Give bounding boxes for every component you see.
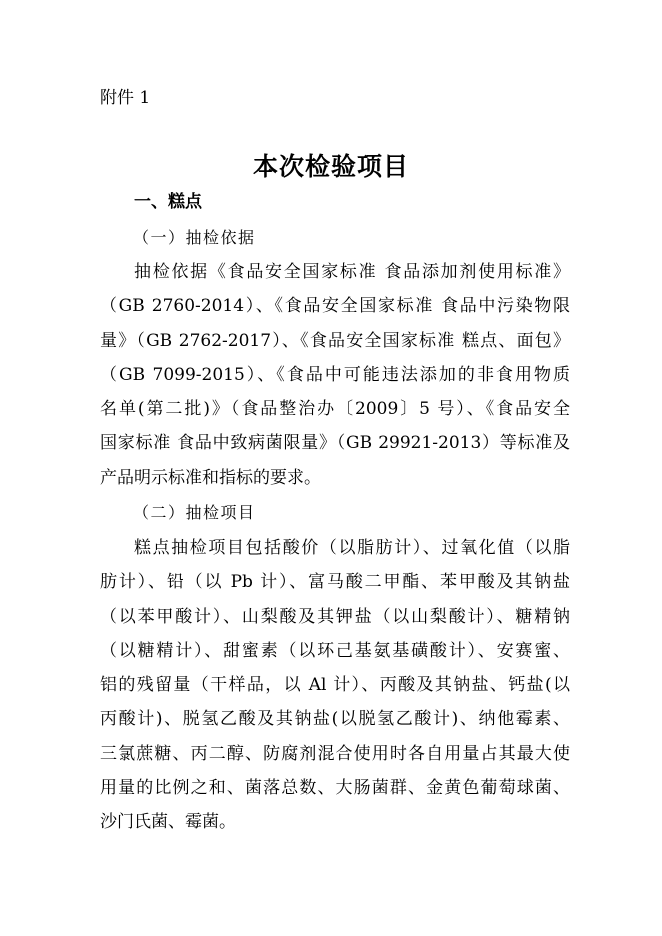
page-title: 本次检验项目 [252,152,409,181]
subsection-heading-basis: （一）抽检依据 [133,228,256,247]
paragraph-line: 铝的残留量（干样品，以 Al 计）、丙酸及其钠盐、钙盐(以 [100,675,570,696]
paragraph-line: 量》（GB 2762-2017）、《食品安全国家标准 糕点、面包》 [100,330,570,351]
subsection-heading-items: （二）抽检项目 [133,503,256,522]
paragraph-line: 用量的比例之和、菌落总数、大肠菌群、金黄色葡萄球菌、 [100,778,570,799]
paragraph-line: 国家标准 食品中致病菌限量》（GB 29921-2013）等标准及 [100,433,570,454]
paragraph-line: 抽检依据《食品安全国家标准 食品添加剂使用标准》 [134,262,570,282]
paragraph-items [100,531,570,840]
paragraph-line: 名单(第二批)》（食品整治办〔2009〕5 号）、《食品安全 [100,399,570,420]
paragraph-line: （GB 7099-2015）、《食品中可能违法添加的非食用物质 [100,364,570,385]
paragraph-line: 三氯蔗糖、丙二醇、防腐剂混合使用时各自用量占其最大使 [100,743,570,764]
section-heading-pastry: 一、糕点 [134,192,202,212]
paragraph-line: （GB 2760-2014）、《食品安全国家标准 食品中污染物限 [100,296,570,317]
paragraph-basis [100,255,570,495]
paragraph-line: （以糖精计）、甜蜜素（以环己基氨基磺酸计）、安赛蜜、 [100,640,570,661]
paragraph-line: 沙门氏菌、霉菌。 [100,812,236,833]
paragraph-line: 糕点抽检项目包括酸价（以脂肪计）、过氧化值（以脂 [134,538,570,558]
paragraph-line: 丙酸计)、脱氢乙酸及其钠盐(以脱氢乙酸计)、纳他霉素、 [100,709,570,730]
paragraph-line: 肪计）、铅（以 Pb 计）、富马酸二甲酯、苯甲酸及其钠盐 [100,572,570,593]
paragraph-line: 产品明示标准和指标的要求。 [100,467,321,488]
paragraph-line: （以苯甲酸计）、山梨酸及其钾盐（以山梨酸计）、糖精钠 [100,606,570,627]
attachment-label: 附件 1 [100,88,151,108]
